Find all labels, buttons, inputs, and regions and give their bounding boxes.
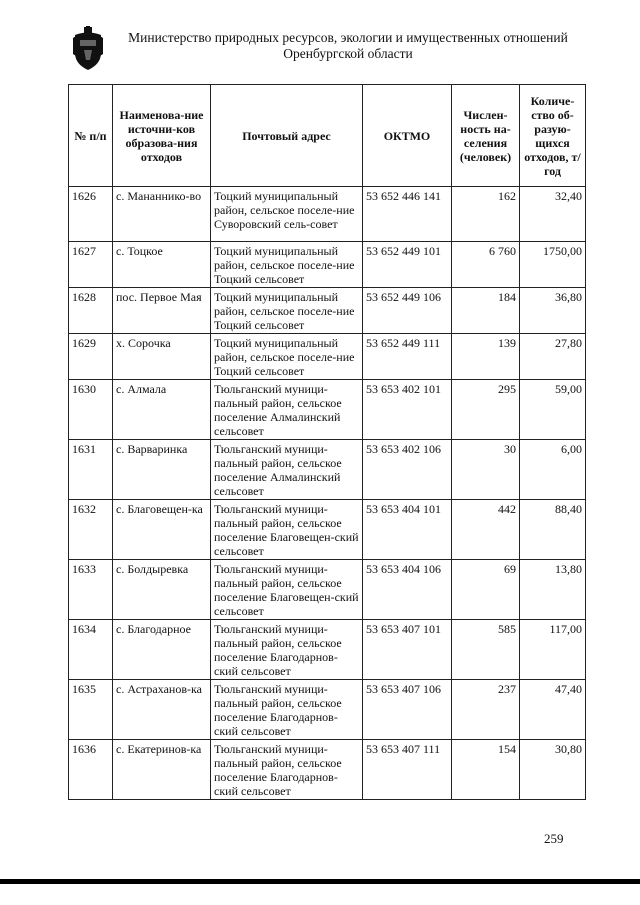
waste-amount-cell: 13,80: [520, 560, 586, 620]
oktmo-cell: 53 653 402 106: [363, 440, 452, 500]
table-row: [69, 242, 586, 288]
row-number-cell: 1627: [69, 242, 113, 288]
oktmo-cell: 53 652 446 141: [363, 187, 452, 242]
column-header-source-name: Наименова-ние источни-ков образова-ния отходов: [113, 85, 211, 187]
column-header-number: № п/п: [69, 85, 113, 187]
population-cell: 6 760: [452, 242, 520, 288]
source-name-cell: с. Астраханов-ка: [113, 680, 211, 740]
waste-amount-cell: 59,00: [520, 380, 586, 440]
waste-amount-cell: 88,40: [520, 500, 586, 560]
population-cell: 162: [452, 187, 520, 242]
source-name-cell: с. Варваринка: [113, 440, 211, 500]
source-name-cell: с. Благовещен-ка: [113, 500, 211, 560]
oktmo-cell: 53 652 449 101: [363, 242, 452, 288]
source-name-cell: с. Екатеринов-ка: [113, 740, 211, 800]
population-cell: 154: [452, 740, 520, 800]
address-cell: Тюльганский муници-пальный район, сельское поселение Алмалинский сельсовет: [211, 440, 363, 500]
oktmo-cell: 53 653 404 106: [363, 560, 452, 620]
waste-amount-cell: 27,80: [520, 334, 586, 380]
column-header-oktmo: ОКТМО: [363, 85, 452, 187]
address-cell: Тюльганский муници-пальный район, сельское поселение Благовещен-ский сельсовет: [211, 500, 363, 560]
population-cell: 184: [452, 288, 520, 334]
table-row: [69, 440, 586, 500]
row-number-cell: 1634: [69, 620, 113, 680]
table-row: [69, 740, 586, 800]
source-name-cell: с. Мананнико-во: [113, 187, 211, 242]
oktmo-cell: 53 653 404 101: [363, 500, 452, 560]
table-row: [69, 187, 586, 242]
oktmo-cell: 53 653 407 101: [363, 620, 452, 680]
population-cell: 30: [452, 440, 520, 500]
population-cell: 295: [452, 380, 520, 440]
row-number-cell: 1632: [69, 500, 113, 560]
row-number-cell: 1631: [69, 440, 113, 500]
address-cell: Тюльганский муници-пальный район, сельское поселение Алмалинский сельсовет: [211, 380, 363, 440]
address-cell: Тюльганский муници-пальный район, сельское поселение Благодарнов-ский сельсовет: [211, 740, 363, 800]
address-cell: Тюльганский муници-пальный район, сельское поселение Благодарнов-ский сельсовет: [211, 680, 363, 740]
table-header-row: [69, 85, 586, 187]
bottom-rule: [0, 879, 640, 884]
population-cell: 442: [452, 500, 520, 560]
source-name-cell: пос. Первое Мая: [113, 288, 211, 334]
row-number-cell: 1626: [69, 187, 113, 242]
column-header-waste-amount: Количе-ство об-разую-щихся отходов, т/год: [520, 85, 586, 187]
row-number-cell: 1633: [69, 560, 113, 620]
table-row: [69, 500, 586, 560]
waste-amount-cell: 1750,00: [520, 242, 586, 288]
table-row: [69, 380, 586, 440]
oktmo-cell: 53 653 407 111: [363, 740, 452, 800]
address-cell: Тоцкий муниципальный район, сельское поселе-ние Тоцкий сельсовет: [211, 288, 363, 334]
population-cell: 139: [452, 334, 520, 380]
population-cell: 585: [452, 620, 520, 680]
header-region: Оренбургской области: [283, 46, 413, 61]
oktmo-cell: 53 653 402 101: [363, 380, 452, 440]
table-row: [69, 620, 586, 680]
address-cell: Тюльганский муници-пальный район, сельское поселение Благодарнов-ский сельсовет: [211, 620, 363, 680]
row-number-cell: 1628: [69, 288, 113, 334]
source-name-cell: с. Болдыревка: [113, 560, 211, 620]
row-number-cell: 1636: [69, 740, 113, 800]
table-row: [69, 334, 586, 380]
oktmo-cell: 53 653 407 106: [363, 680, 452, 740]
address-cell: Тоцкий муниципальный район, сельское поселе-ние Тоцкий сельсовет: [211, 334, 363, 380]
table-row: [69, 288, 586, 334]
population-cell: 69: [452, 560, 520, 620]
source-name-cell: х. Сорочка: [113, 334, 211, 380]
row-number-cell: 1635: [69, 680, 113, 740]
header-ministry: Министерство природных ресурсов, экологии и имущественных отношений: [128, 30, 568, 45]
table-row: [69, 680, 586, 740]
coat-of-arms-emblem: [72, 26, 104, 72]
source-name-cell: с. Алмала: [113, 380, 211, 440]
column-header-population: Числен-ность на-селения (человек): [452, 85, 520, 187]
source-name-cell: с. Благодарное: [113, 620, 211, 680]
address-cell: Тюльганский муници-пальный район, сельское поселение Благовещен-ский сельсовет: [211, 560, 363, 620]
waste-sources-table: [68, 84, 586, 800]
oktmo-cell: 53 652 449 106: [363, 288, 452, 334]
waste-amount-cell: 47,40: [520, 680, 586, 740]
address-cell: Тоцкий муниципальный район, сельское поселе-ние Тоцкий сельсовет: [211, 242, 363, 288]
document-header: [118, 30, 578, 62]
address-cell: Тоцкий муниципальный район, сельское поселе-ние Суворовский сель-совет: [211, 187, 363, 242]
page-number: 259: [544, 831, 564, 846]
table-row: [69, 560, 586, 620]
source-name-cell: с. Тоцкое: [113, 242, 211, 288]
waste-amount-cell: 6,00: [520, 440, 586, 500]
waste-amount-cell: 117,00: [520, 620, 586, 680]
oktmo-cell: 53 652 449 111: [363, 334, 452, 380]
row-number-cell: 1630: [69, 380, 113, 440]
population-cell: 237: [452, 680, 520, 740]
waste-amount-cell: 30,80: [520, 740, 586, 800]
column-header-address: Почтовый адрес: [211, 85, 363, 187]
row-number-cell: 1629: [69, 334, 113, 380]
waste-amount-cell: 36,80: [520, 288, 586, 334]
waste-amount-cell: 32,40: [520, 187, 586, 242]
